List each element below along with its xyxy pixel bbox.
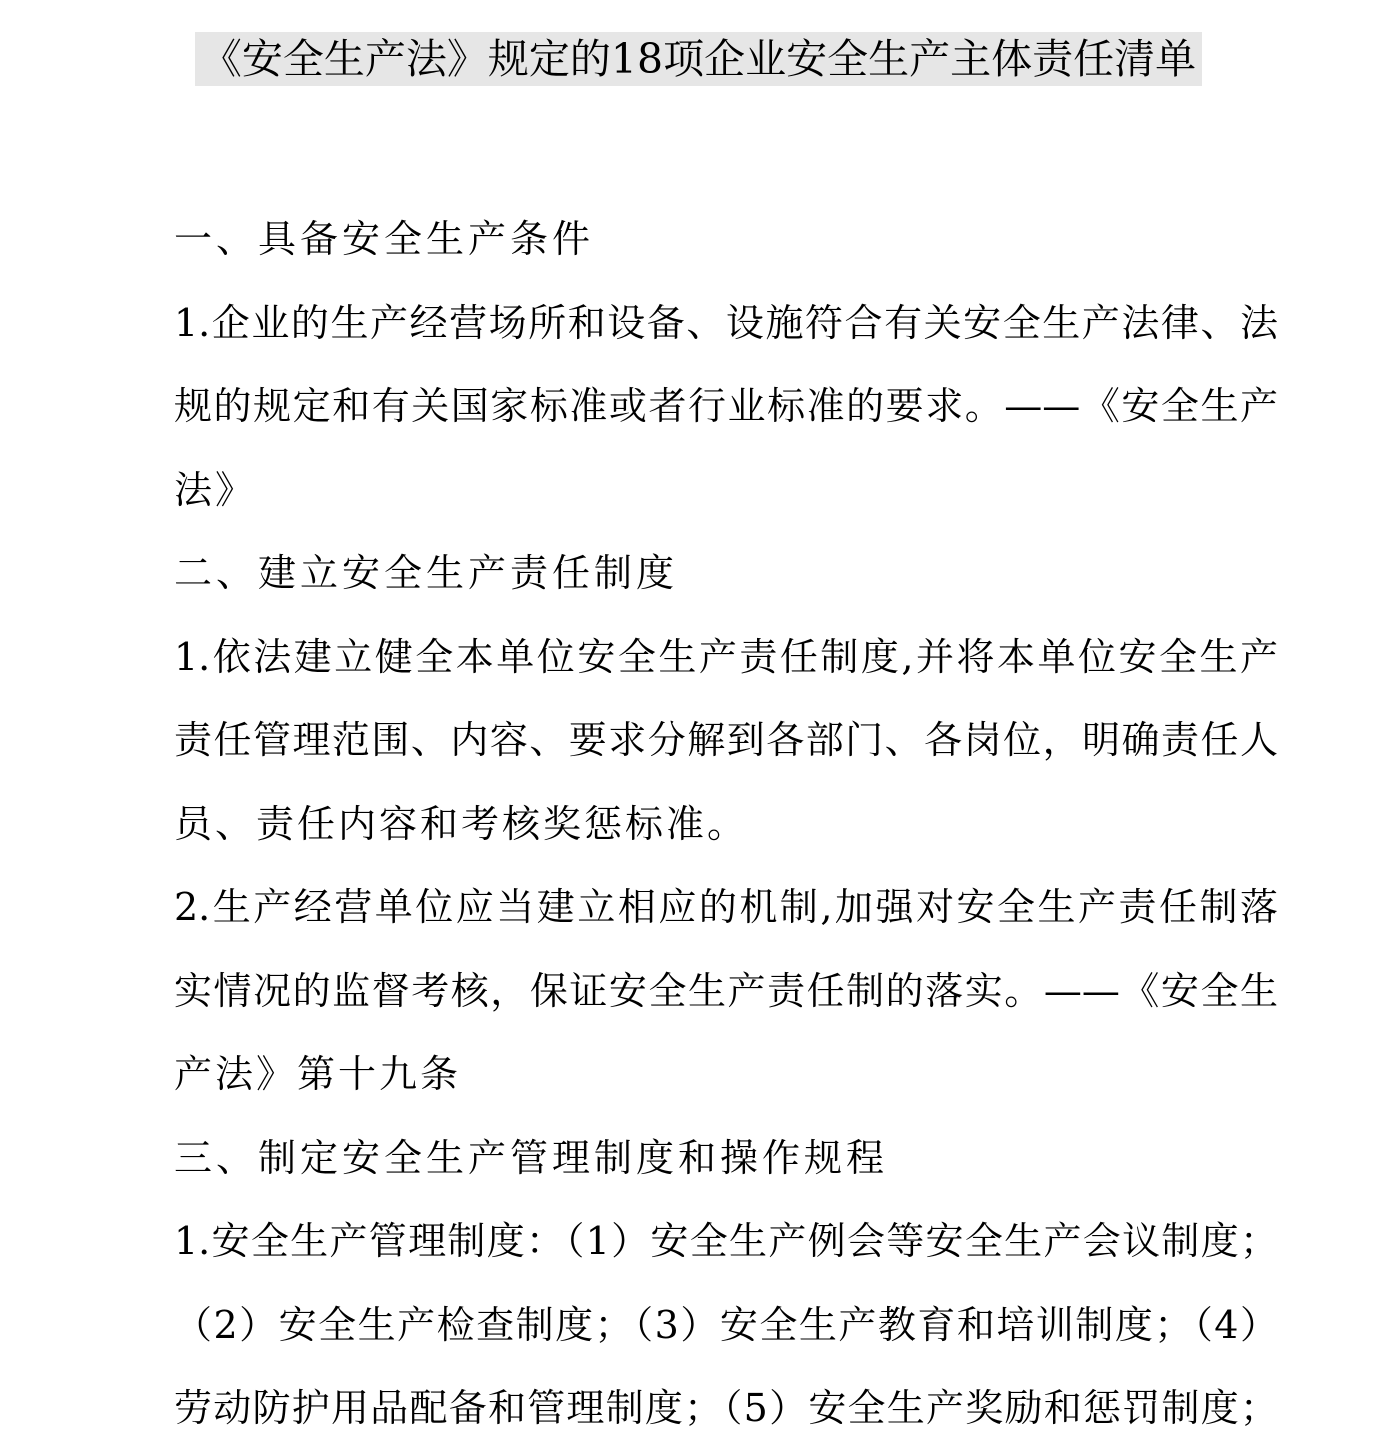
paragraph-line: 实情况的监督考核，保证安全生产责任制的落实。——《安全生 [174, 968, 1278, 1013]
paragraph-line: 2.生产经营单位应当建立相应的机制,加强对安全生产责任制落 [174, 885, 1278, 929]
paragraph-line: 产法》第十九条 [174, 1052, 462, 1096]
paragraph-line: 1.依法建立健全本单位安全生产责任制度,并将本单位安全生产 [174, 634, 1278, 679]
paragraph-line: 劳动防护用品配备和管理制度；（5）安全生产奖励和惩罚制度； [174, 1386, 1278, 1430]
paragraph-line: 1.企业的生产经营场所和设备、设施符合有关安全生产法律、法 [174, 300, 1278, 345]
section-heading: 二、建立安全生产责任制度 [174, 551, 679, 595]
paragraph-line: （2）安全生产检查制度；（3）安全生产教育和培训制度；（4） [174, 1302, 1278, 1347]
paragraph-line: 规的规定和有关国家标准或者行业标准的要求。——《安全生产 [174, 384, 1278, 428]
paragraph-line: 员、责任内容和考核奖惩标准。 [174, 801, 749, 846]
paragraph-line: 1.安全生产管理制度：（1）安全生产例会等安全生产会议制度； [174, 1219, 1278, 1263]
section-heading: 三、制定安全生产管理制度和操作规程 [174, 1135, 889, 1180]
paragraph-line: 责任管理范围、内容、要求分解到各部门、各岗位，明确责任人 [174, 718, 1278, 762]
document-body [174, 198, 1278, 1451]
title-wrap [0, 32, 1397, 86]
paragraph-line: 法》 [174, 467, 257, 512]
document-title: 《安全生产法》规定的18项企业安全生产主体责任清单 [195, 32, 1202, 86]
section-heading: 一、具备安全生产条件 [174, 217, 595, 261]
